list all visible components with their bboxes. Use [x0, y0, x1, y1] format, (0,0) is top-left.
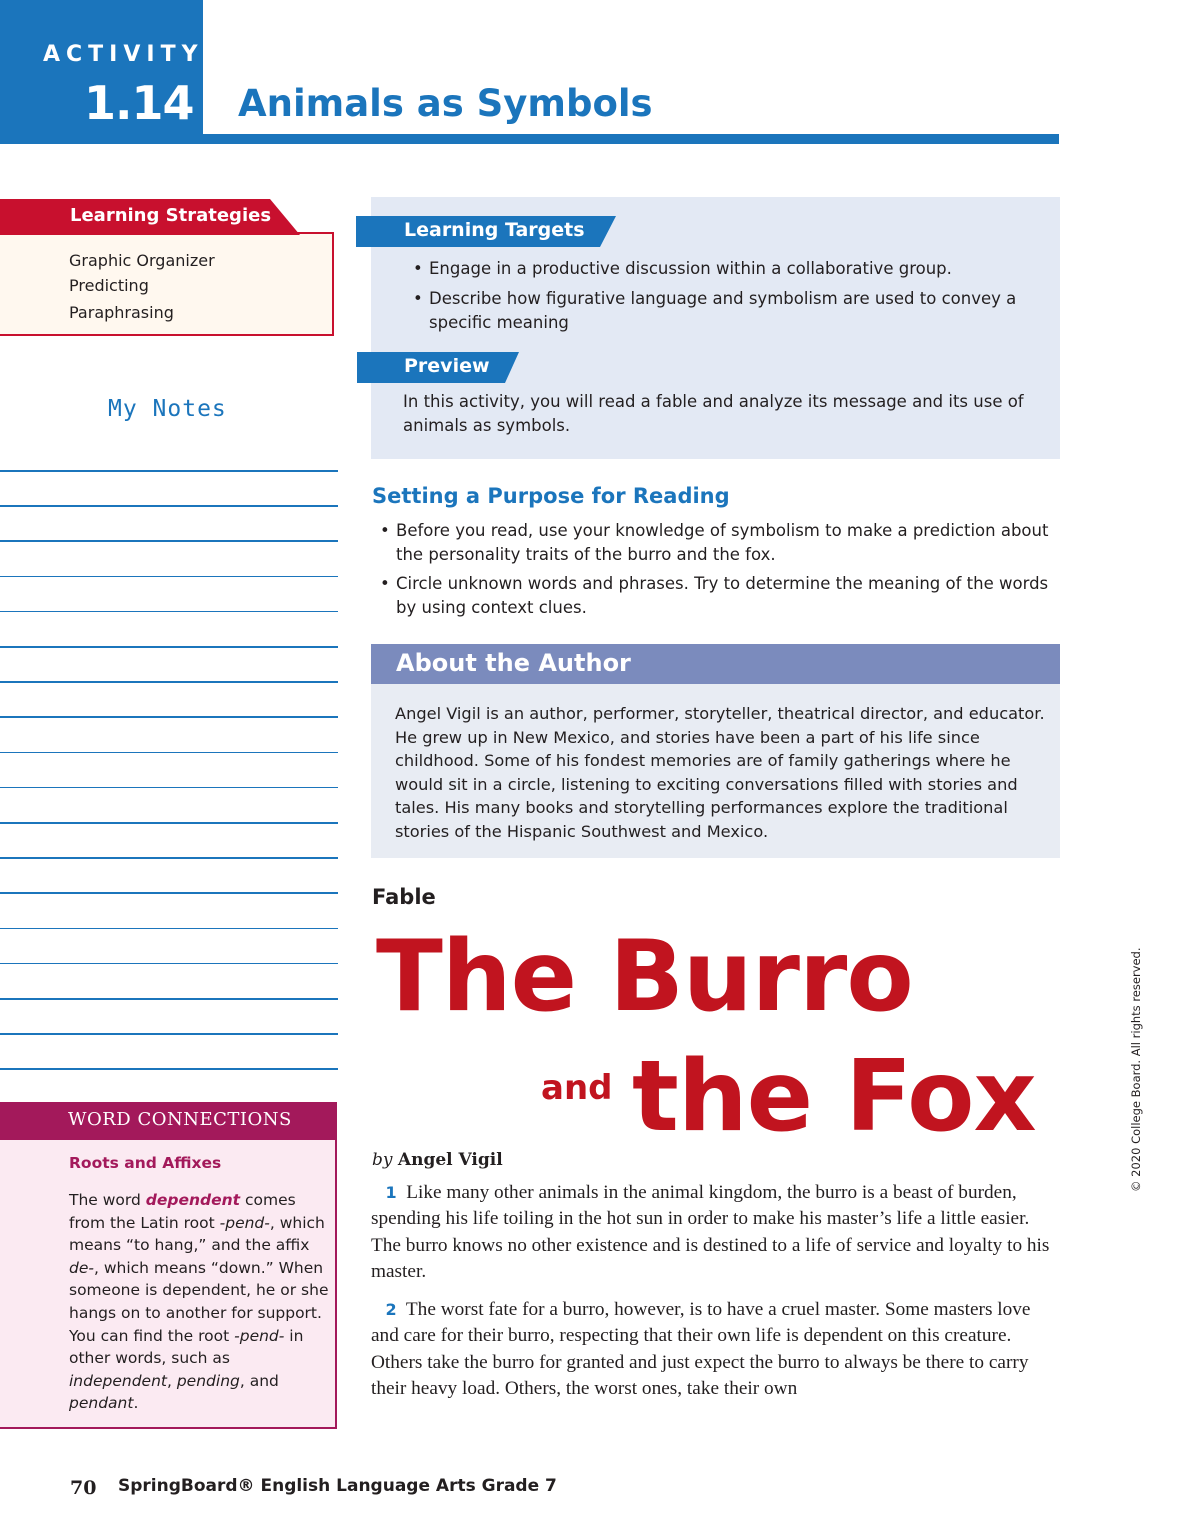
- preview-text: In this activity, you will read a fable and analyze its message and its use of animals as symbols.: [403, 392, 1024, 435]
- note-line: [0, 892, 338, 894]
- note-line: [0, 1068, 338, 1070]
- bullet-icon: •: [413, 289, 423, 308]
- note-line: [0, 576, 338, 578]
- note-line: [0, 611, 338, 613]
- footer-text: SpringBoard® English Language Arts Grade 7: [118, 1476, 557, 1496]
- about-author-title: About the Author: [396, 649, 631, 677]
- page-title: Animals as Symbols: [238, 82, 653, 125]
- note-line: [0, 1033, 338, 1035]
- byline: by Angel Vigil: [372, 1150, 503, 1170]
- activity-number: 1.14: [84, 76, 194, 130]
- word-connections-title: WORD CONNECTIONS: [68, 1109, 292, 1130]
- my-notes-heading: My Notes: [108, 396, 227, 422]
- paragraph: 2 The worst fate for a burro, however, is to have a cruel master. Some masters love and care for their burro, respecting that their own life is dependent on this creature. Others take the burro for granted and just expect the burro to always be there to carry their heavy load. Others, the worst ones, take their own: [371, 1299, 1031, 1400]
- word-connections-text: The word dependent comes from the Latin root -pend-, which means “to hang,” and the affix de-, which means “down.” When someone is dependent, he or she hangs on to another for support. You can find the root -pend- in other words, such as independent, pending, and pendant.: [69, 1191, 329, 1413]
- note-line: [0, 752, 338, 754]
- paragraph-number: 1: [385, 1183, 397, 1202]
- preview-title: Preview: [404, 355, 490, 377]
- learning-targets-title: Learning Targets: [404, 219, 585, 241]
- note-line: [0, 928, 338, 930]
- note-line: [0, 822, 338, 824]
- story-title-and: and: [541, 1068, 613, 1108]
- purpose-item: Circle unknown words and phrases. Try to determine the meaning of the words by using context clues.: [396, 574, 1049, 617]
- story-title-line1: The Burro: [376, 920, 913, 1034]
- page-number: 70: [70, 1477, 97, 1499]
- purpose-item: Before you read, use your knowledge of symbolism to make a prediction about the personality traits of the burro and the fox.: [396, 521, 1049, 564]
- note-line: [0, 716, 338, 718]
- learning-strategies-title: Learning Strategies: [70, 205, 272, 226]
- strategy-item: Graphic Organizer: [69, 251, 215, 270]
- copyright-notice: © 2020 College Board. All rights reserved.: [1129, 947, 1143, 1192]
- paragraph: 1 Like many other animals in the animal kingdom, the burro is a beast of burden, spending his life toiling in the hot sun in order to make his master’s life a little easier. The burro knows no other existence and is destined to a life of service and loyalty to his master.: [371, 1182, 1050, 1283]
- note-line: [0, 505, 338, 507]
- bullet-icon: •: [380, 574, 390, 593]
- note-line: [0, 646, 338, 648]
- author-name: Angel Vigil: [397, 1150, 503, 1170]
- target-item: Describe how figurative language and symbolism are used to convey a specific meaning: [429, 289, 1017, 332]
- strategy-item: Predicting: [69, 276, 149, 295]
- word-connections-subtitle: Roots and Affixes: [69, 1154, 222, 1172]
- vocab-word: dependent: [145, 1191, 241, 1209]
- note-line: [0, 540, 338, 542]
- about-author-text: Angel Vigil is an author, performer, storyteller, theatrical director, and educator. He grew up in New Mexico, and stories have been a part of his life since childhood. Some of his fondest memories are of family gatherings where he would sit in a circle, listening to exciting conversations filled with stories and tales. His many books and storytelling performances explore the traditional stories of the Hispanic Southwest and Mexico.: [395, 704, 1045, 841]
- note-line: [0, 963, 338, 965]
- strategy-item: Paraphrasing: [69, 303, 174, 322]
- note-line: [0, 470, 338, 472]
- note-line: [0, 681, 338, 683]
- genre-label: Fable: [372, 885, 436, 909]
- note-line: [0, 857, 338, 859]
- purpose-heading: Setting a Purpose for Reading: [372, 484, 730, 508]
- note-line: [0, 787, 338, 789]
- activity-label: ACTIVITY: [43, 42, 204, 67]
- bullet-icon: •: [380, 521, 390, 540]
- bullet-icon: •: [413, 259, 423, 278]
- story-title-line2: the Fox: [632, 1040, 1036, 1154]
- target-item: Engage in a productive discussion within a collaborative group.: [429, 259, 952, 278]
- title-rule: [203, 134, 1059, 144]
- note-line: [0, 998, 338, 1000]
- paragraph-number: 2: [385, 1300, 397, 1319]
